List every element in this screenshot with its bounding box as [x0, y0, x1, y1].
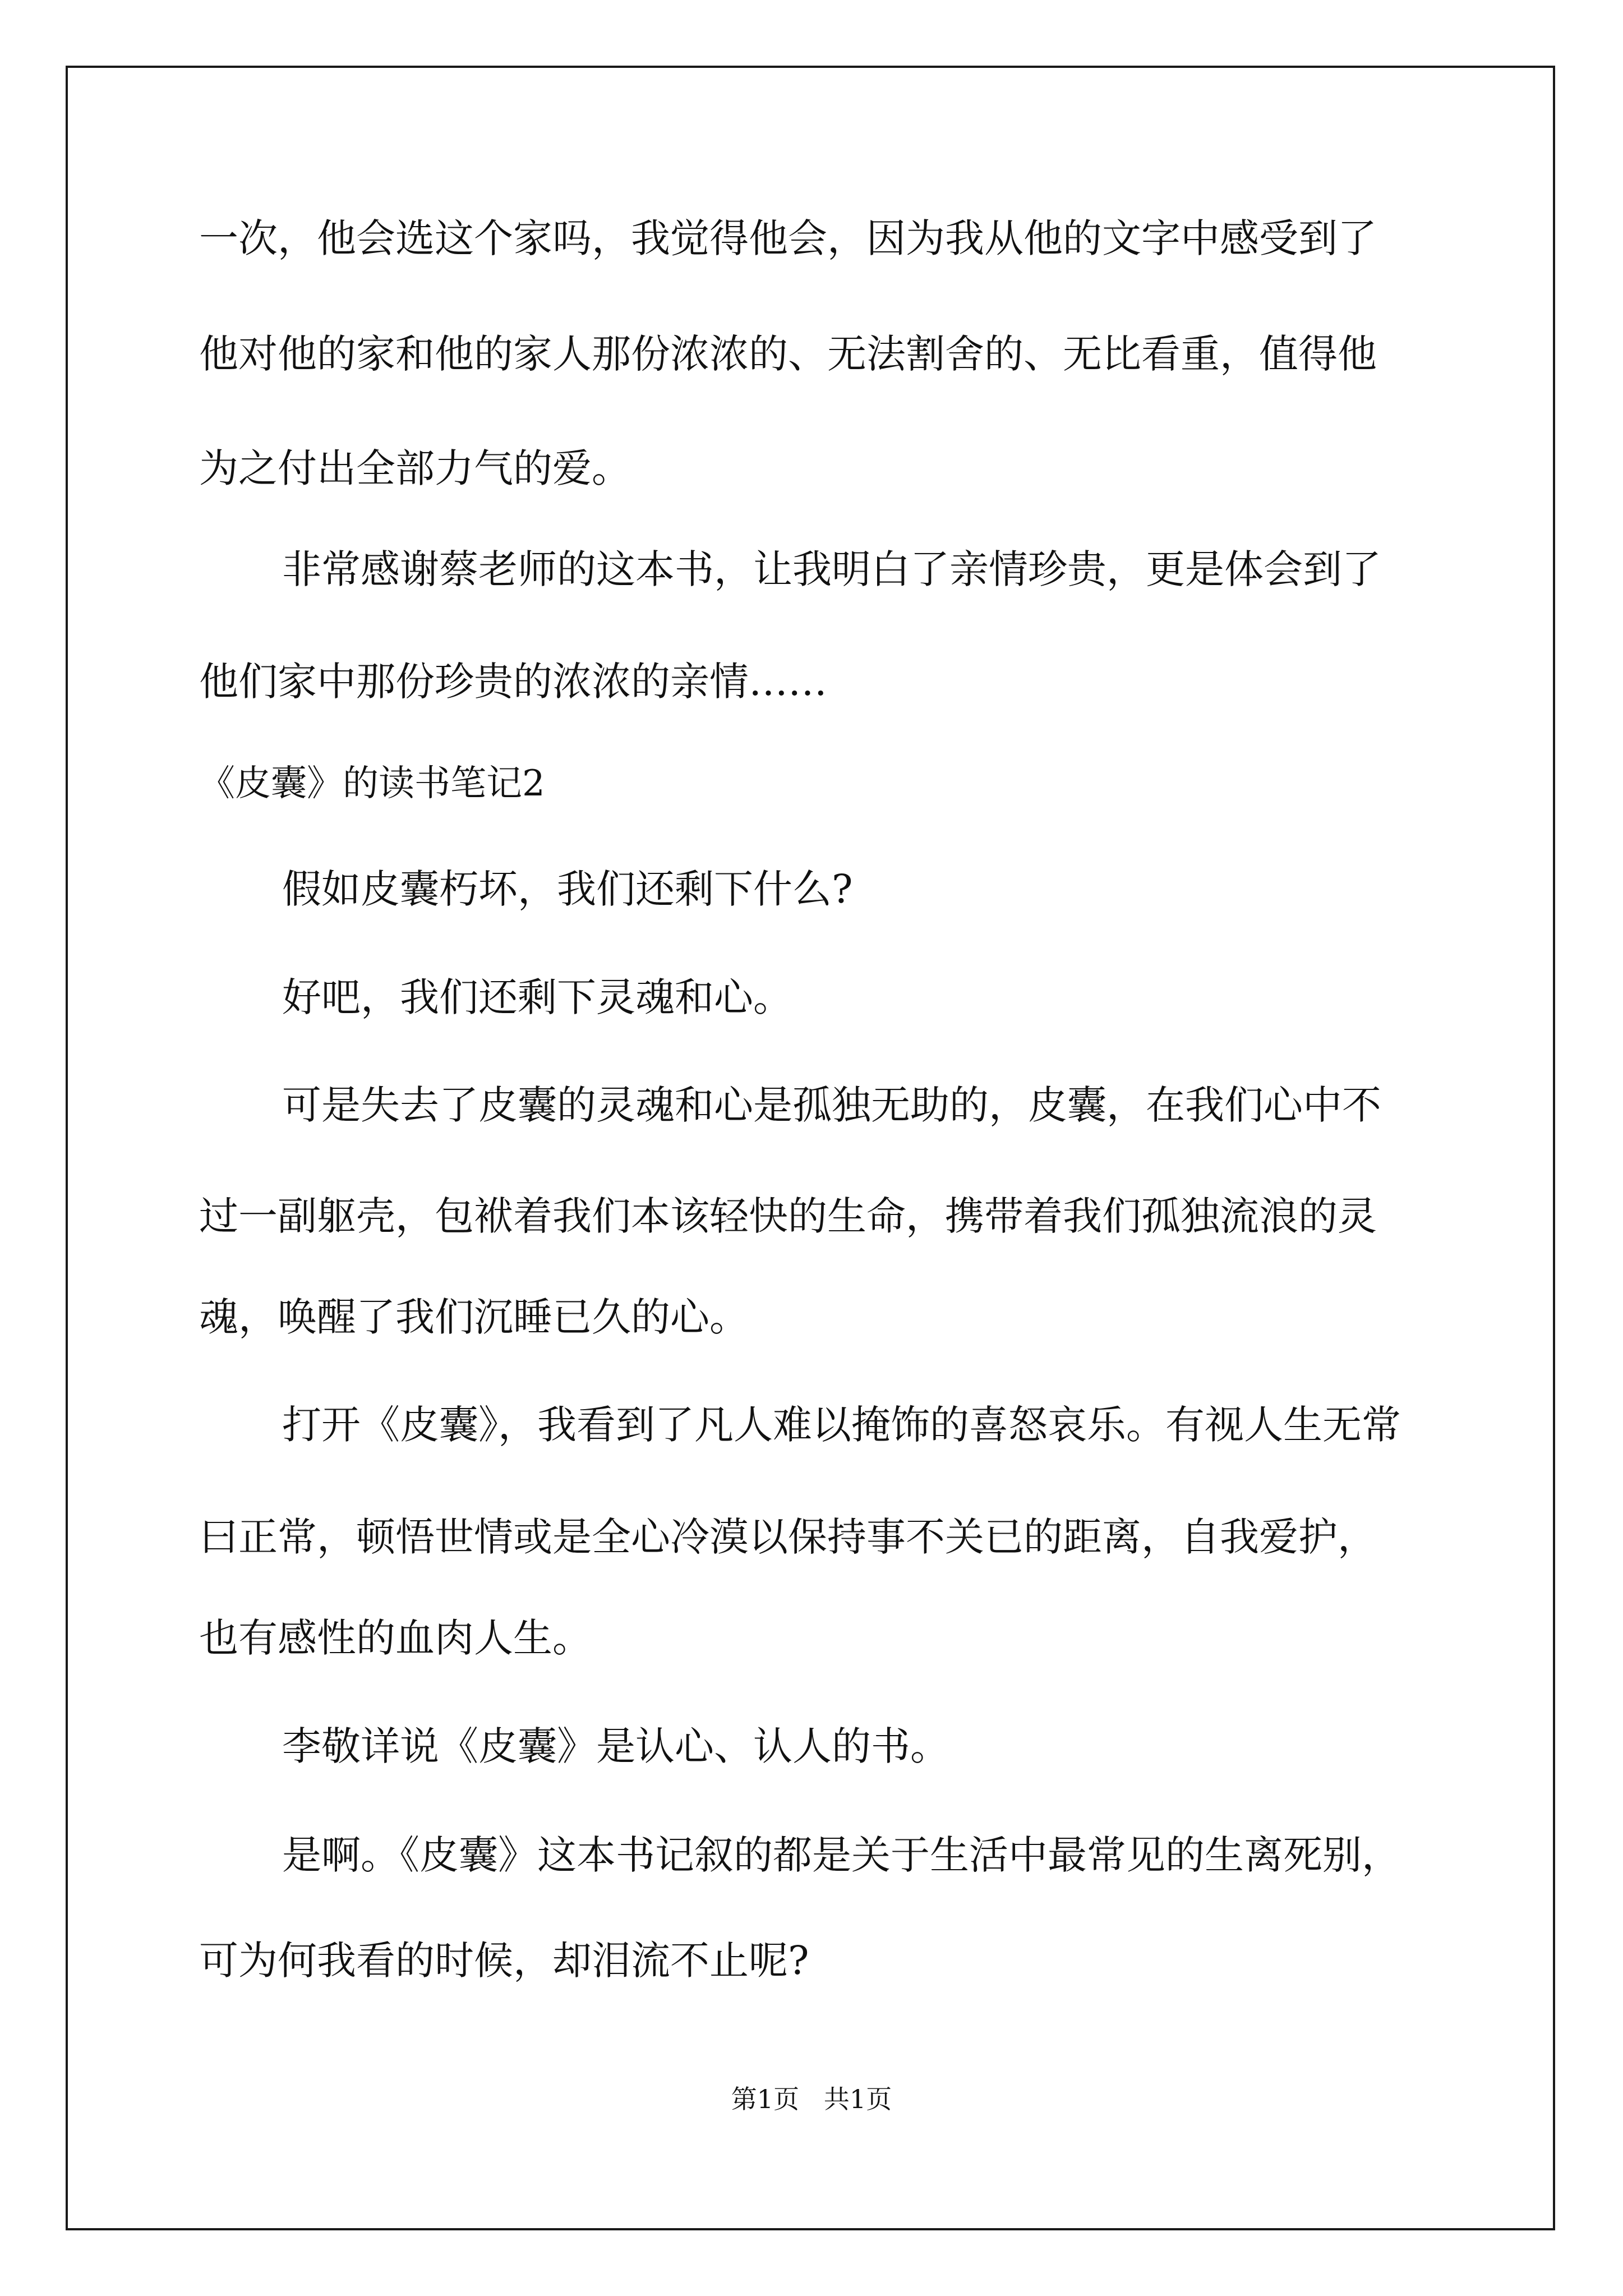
paragraph-line: 可为何我看的时候，却泪流不止呢? [199, 1938, 809, 1984]
paragraph-line: 他们家中那份珍贵的浓浓的亲情…… [199, 659, 827, 705]
paragraph-line: 魂，唤醒了我们沉睡已久的心。 [199, 1294, 749, 1340]
paragraph-line: 一次，他会选这个家吗，我觉得他会，因为我从他的文字中感受到了 [199, 215, 1377, 261]
page-border [66, 66, 1555, 2230]
paragraph-line: 假如皮囊朽坏，我们还剩下什么? [282, 866, 853, 912]
section-heading: 《皮囊》的读书笔记2 [199, 763, 545, 804]
page-number-footer: 第1页 共1页 [731, 2084, 892, 2114]
paragraph-line: 为之付出全部力气的爱。 [199, 445, 631, 491]
paragraph-line: 李敬详说《皮囊》是认心、认人的书。 [282, 1723, 949, 1769]
paragraph-line: 打开《皮囊》，我看到了凡人难以掩饰的喜怒哀乐。有视人生无常 [282, 1402, 1401, 1448]
paragraph-line: 非常感谢蔡老师的这本书，让我明白了亲情珍贵，更是体会到了 [282, 546, 1381, 592]
paragraph-line: 是啊。《皮囊》这本书记叙的都是关于生活中最常见的生离死别， [282, 1832, 1401, 1878]
paragraph-line: 可是失去了皮囊的灵魂和心是孤独无助的，皮囊，在我们心中不 [282, 1082, 1381, 1128]
paragraph-line: 过一副躯壳，包袱着我们本该轻快的生命，携带着我们孤独流浪的灵 [199, 1193, 1377, 1239]
paragraph-line: 曰正常，顿悟世情或是全心冷漠以保持事不关已的距离，自我爱护， [199, 1514, 1377, 1560]
paragraph-line: 好吧，我们还剩下灵魂和心。 [282, 974, 792, 1020]
paragraph-line: 他对他的家和他的家人那份浓浓的、无法割舍的、无比看重，值得他 [199, 331, 1377, 377]
paragraph-line: 也有感性的血肉人生。 [199, 1615, 592, 1661]
